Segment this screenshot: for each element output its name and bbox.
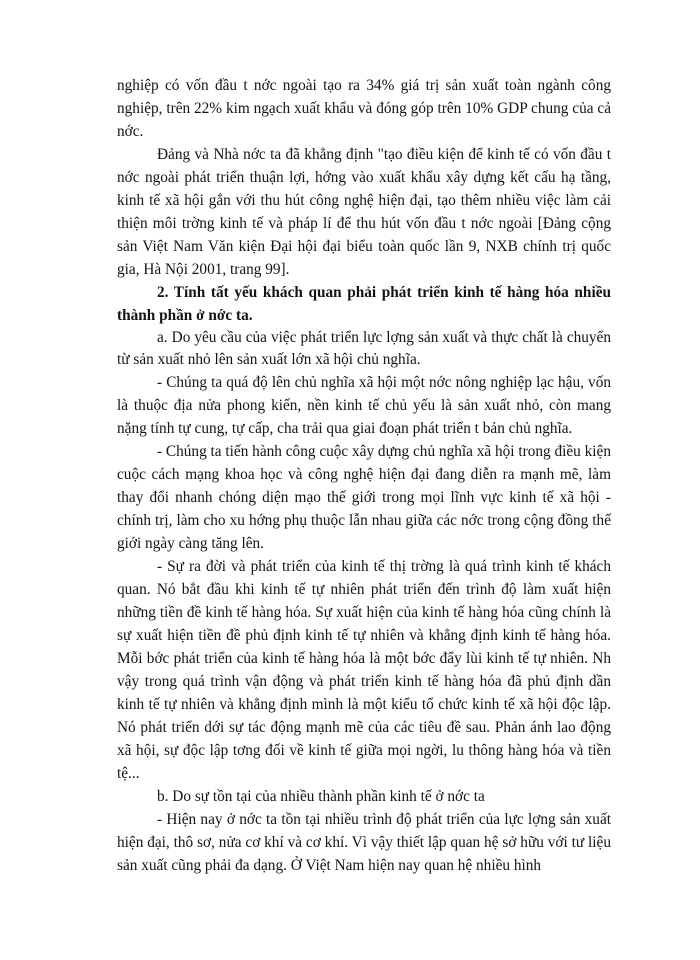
paragraph-fdi-continuation: nghiệp có vốn đầu t nớc ngoài tạo ra 34% giá trị sản xuất toàn ngành công nghiệp, trên 22% kim ngạch xuất khẩu và đóng góp trên 10% GDP chung của cả nớc.	[117, 77, 611, 140]
paragraph-point-b: b. Do sự tồn tại của nhiều thành phần kinh tế ở nớc ta	[157, 788, 485, 805]
paragraph-bullet-transition: - Chúng ta quá độ lên chủ nghĩa xã hội một nớc nông nghiệp lạc hậu, vốn là thuộc địa nửa phong kiến, nền kinh tế chủ yếu là sản xuất nhỏ, còn mang nặng tính tự cung, tự cấp, cha trải qua giai đoạn phát triển t bản chủ nghĩa.	[117, 374, 611, 437]
paragraph-point-a: a. Do yêu cầu của việc phát triển lực lợng sản xuất và thực chất là chuyển từ sản xuất nhỏ lên sản xuất lớn xã hội chủ nghĩa.	[117, 329, 611, 368]
paragraph-bullet-revolution: - Chúng ta tiến hành công cuộc xây dựng chủ nghĩa xã hội trong điều kiện cuộc cách mạng khoa học và công nghệ hiện đại đang diễn ra mạnh mẽ, làm thay đổi nhanh chóng diện mạo thế giới trong mọi lĩnh vực kinh tế xã hội - chính trị, làm cho xu hớng phụ thuộc lẫn nhau giữa các nớc trong cộng đồng thế giới ngày càng tăng lên.	[117, 443, 611, 552]
paragraph-party-statement: Đảng và Nhà nớc ta đã khẳng định "tạo điều kiện để kinh tế có vốn đầu t nớc ngoài phát triển thuận lợi, hớng vào xuất khẩu xây dựng kết cấu hạ tầng, kinh tế xã hội gắn với thu hút công nghệ hiện đại, tạo thêm nhiều việc làm cải thiện môi trờng kinh tế và pháp lí để thu hút vốn đầu t nớc ngoài [Đảng cộng sản Việt Nam Văn kiện Đại hội đại biểu toàn quốc lần 9, NXB chính trị quốc gia, Hà Nội 2001, trang 99].	[117, 146, 611, 278]
section-heading-2: 2. Tính tất yếu khách quan phải phát triển kinh tế hàng hóa nhiều thành phần ở nớc ta.	[117, 284, 611, 324]
paragraph-bullet-production-levels: - Hiện nay ở nớc ta tồn tại nhiều trình độ phát triển của lực lợng sản xuất hiện đại, thô sơ, nửa cơ khí và cơ khí. Vì vậy thiết lập quan hệ sở hữu với tư liệu sản xuất cũng phải đa dạng. Ở Việt Nam hiện nay quan hệ nhiều hình	[117, 811, 611, 874]
paragraph-bullet-market-economy: - Sự ra đời và phát triển của kinh tế thị trờng là quá trình kinh tế khách quan. Nó bắt đầu khi kinh tế tự nhiên phát triển đến trình độ làm xuất hiện những tiền đề kinh tế hàng hóa. Sự xuất hiện của kinh tế hàng hóa cũng chính là sự xuất hiện tiền đề phủ định kinh tế tự nhiên và khẳng định kinh tế hàng hóa. Mỗi bớc phát triển của kinh tế hàng hóa là một bớc đẩy lùi kinh tế tự nhiên. Nh vậy trong quá trình vận động và phát triển kinh tế hàng hóa đã phủ định dần kinh tế tự nhiên và khẳng định mình là một kiểu tổ chức kinh tế xã hội độc lập. Nó phát triển dới sự tác động mạnh mẽ của các tiêu đề sau. Phản ánh lao động xã hội, sự độc lập tơng đối về kinh tế giữa mọi ngời, lu thông hàng hóa và tiền tệ...	[117, 558, 611, 782]
